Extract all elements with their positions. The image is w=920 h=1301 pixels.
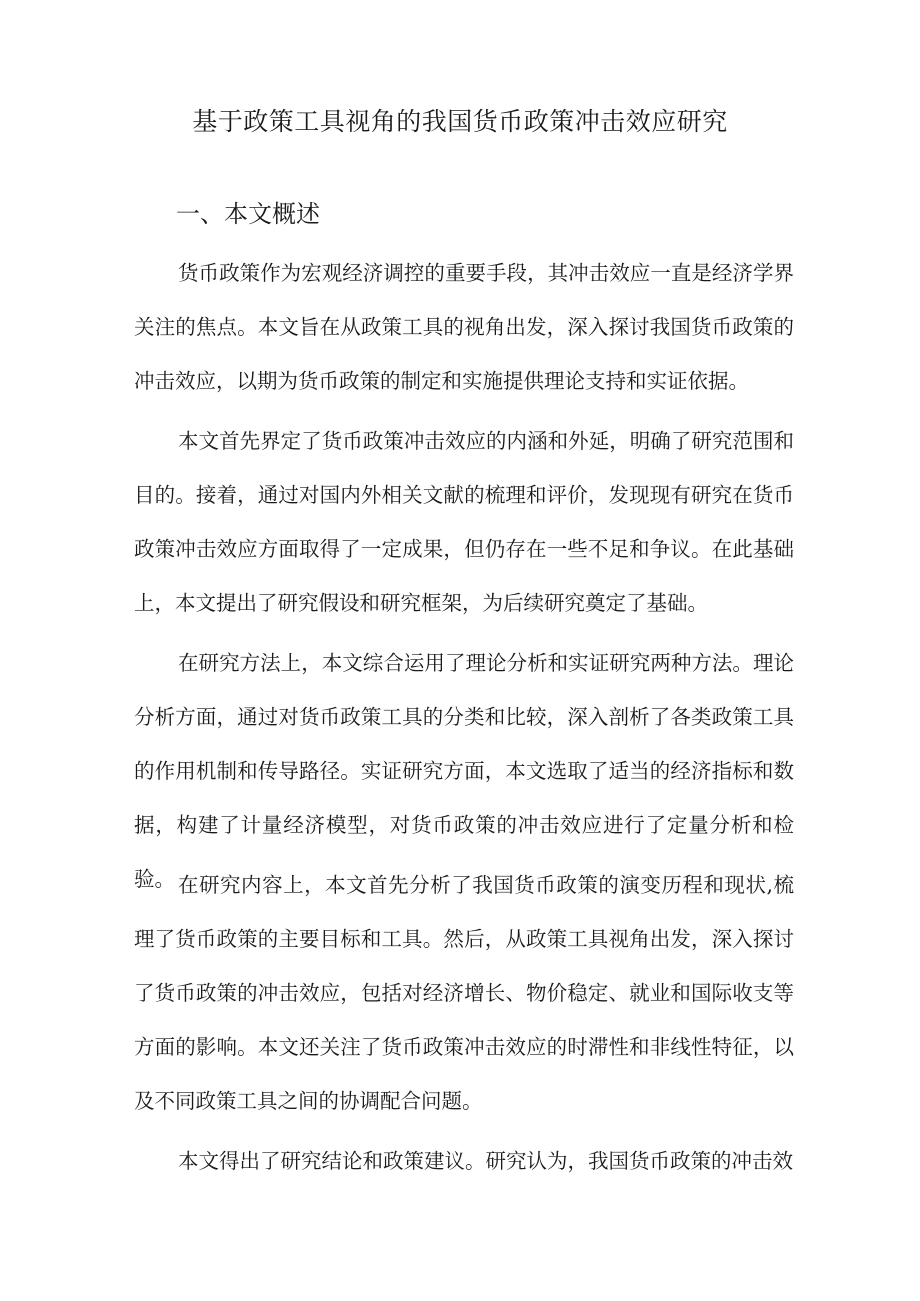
body-paragraph: 货币政策作为宏观经济调控的重要手段，其冲击效应一直是经济学界关注的焦点。本文旨在从政策工具的视角出发，深入探讨我国货币政策的冲击效应，以期为货币政策的制定和实施提供理论支持和实证依据。 xyxy=(134,261,794,393)
body-paragraph: 本文首先界定了货币政策冲击效应的内涵和外延，明确了研究范围和目的。接着，通过对国内外相关文献的梳理和评价，发现现有研究在货币政策冲击效应方面取得了一定成果，但仍存在一些不足和争议。在此基础上，本文提出了研究假设和研究框架，为后续研究奠定了基础。 xyxy=(134,429,794,615)
body-paragraph: 在研究内容上，本文首先分析了我国货币政策的演变历程和现状,梳理了货币政策的主要目标和工具。然后，从政策工具视角出发，深入探讨了货币政策的冲击效应，包括对经济增长、物价稳定、就业和国际收支等方面的影响。本文还关注了货币政策冲击效应的时滞性和非线性特征，以及不同政策工具之间的协调配合问题。 xyxy=(134,873,794,1113)
body-paragraph: 本文得出了研究结论和政策建议。研究认为，我国货币政策的冲击效 xyxy=(178,1149,793,1173)
body-paragraph: 在研究方法上，本文综合运用了理论分析和实证研究两种方法。理论分析方面，通过对货币政策工具的分类和比较，深入剖析了各类政策工具的作用机制和传导路径。实证研究方面，本文选取了适当的经济指标和数据，构建了计量经济模型，对货币政策的冲击效应进行了定量分析和检验。 xyxy=(134,651,794,891)
document-title: 基于政策工具视角的我国货币政策冲击效应研究 xyxy=(192,107,728,136)
section-heading: 一、本文概述 xyxy=(176,200,320,228)
